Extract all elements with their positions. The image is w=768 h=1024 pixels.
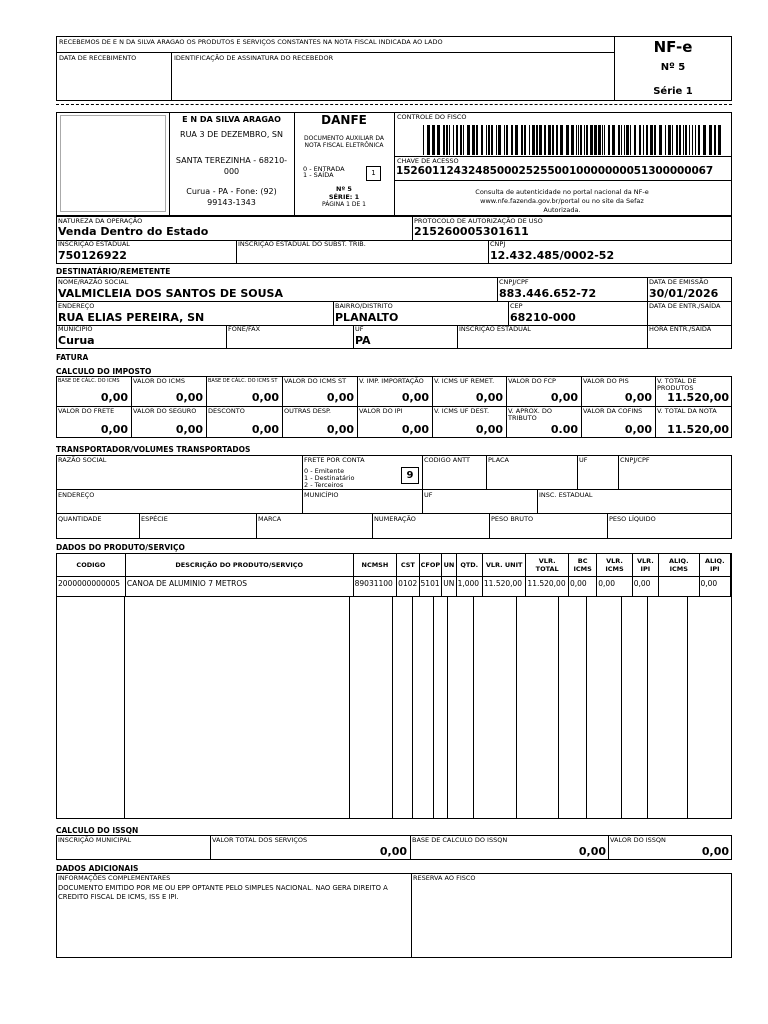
controle-fisco-label: CONTROLE DO FISCO — [397, 113, 467, 121]
logo-placeholder — [60, 115, 166, 212]
data-recebimento-label: DATA DE RECEBIMENTO — [59, 54, 137, 62]
transp-cnpj-label: CNPJ/CPF — [620, 456, 650, 464]
transp-uf-label: UF — [579, 456, 588, 464]
produtos-table — [56, 553, 731, 597]
transportador-box — [56, 455, 732, 539]
barcode-bar — [698, 125, 700, 155]
chave-label: CHAVE DE ACESSO — [397, 157, 459, 165]
imposto-value: 0,00 — [475, 423, 503, 436]
imposto-label: VALOR DA COFINS — [583, 407, 643, 415]
imposto-value: 0,00 — [251, 423, 279, 436]
produto-cell: CANOA DE ALUMINIO 7 METROS — [125, 577, 353, 597]
imposto-label: VALOR DO PIS — [583, 377, 629, 385]
ie-value: 750126922 — [58, 249, 127, 262]
dest-municipio-value: Curua — [58, 334, 95, 347]
barcode-bar — [443, 125, 445, 155]
produto-header: QTD. — [456, 554, 482, 577]
ie-label: INSCRIÇÃO ESTADUAL — [58, 240, 130, 248]
imposto-label: V. APROX. DO TRIBUTO — [508, 407, 553, 422]
imposto-value: 0,00 — [251, 391, 279, 404]
produto-header: DESCRIÇÃO DO PRODUTO/SERVIÇO — [125, 554, 353, 577]
issqn-valor-value: 0,00 — [701, 845, 729, 858]
dest-nome-label: NOME/RAZÃO SOCIAL — [58, 278, 129, 286]
danfe-saida: 1 - SAÍDA — [303, 171, 334, 179]
imposto-value: 0,00 — [475, 391, 503, 404]
danfe-entrada: 0 - ENTRADA — [303, 165, 345, 173]
imposto-value: 0,00 — [100, 391, 128, 404]
imposto-value: 0,00 — [175, 391, 203, 404]
produto-cell: 11.520,00 — [526, 577, 569, 597]
barcode-bar — [481, 125, 483, 155]
barcode-bar — [552, 125, 554, 155]
frete-opt1: 1 - Destinatário — [304, 474, 355, 482]
barcode-bar — [604, 125, 605, 155]
produto-header: CODIGO — [57, 554, 126, 577]
numeracao-label: NUMERAÇÃO — [374, 515, 416, 523]
placa-label: PLACA — [488, 456, 510, 464]
barcode-bar — [621, 125, 622, 155]
barcode-bar — [584, 125, 585, 155]
barcode-bar — [460, 125, 462, 155]
barcode-bar — [476, 125, 478, 155]
issqn-base-label: BASE DE CALCULO DO ISSQN — [412, 836, 508, 844]
barcode-bar — [446, 125, 448, 155]
barcode-bar — [449, 125, 450, 155]
barcode-bar — [486, 125, 487, 155]
barcode-bar — [437, 125, 440, 155]
imposto-value: 0,00 — [624, 423, 652, 436]
dest-cep-value: 68210-000 — [510, 311, 576, 324]
dest-ie-label: INSCRIÇÃO ESTADUAL — [459, 325, 531, 333]
imposto-label: BASE DE CÁLC. DO ICMS ST — [208, 378, 278, 384]
barcode-bar — [665, 125, 666, 155]
dest-bairro-value: PLANALTO — [335, 311, 399, 324]
emitente-nome: E N DA SILVA ARAGAO — [182, 115, 281, 124]
issqn-total-label: VALOR TOTAL DOS SERVIÇOS — [212, 836, 308, 844]
barcode-bar — [506, 125, 508, 155]
imposto-section: CALCULO DO IMPOSTO — [56, 367, 152, 376]
barcode-bar — [630, 125, 631, 155]
barcode-bar — [423, 125, 424, 155]
imposto-label: V. ICMS UF DEST. — [434, 407, 490, 415]
transp-uf2-label: UF — [424, 491, 433, 499]
issqn-im-label: INSCRIÇÃO MUNICIPAL — [58, 836, 132, 844]
barcode-bar — [556, 125, 558, 155]
barcode-bar — [703, 125, 706, 155]
imposto-value: 0,00 — [326, 391, 354, 404]
produto-cell: 0,00 — [632, 577, 658, 597]
danfe-serie: SÉRIE: 1 — [328, 193, 360, 201]
produto-cell: 0,00 — [699, 577, 731, 597]
emitente-endereco: RUA 3 DE DEZEMBRO, SN — [180, 130, 283, 139]
frete-value-box: 9 — [401, 467, 419, 484]
emitente-bairro: SANTA TEREZINHA - 68210-000 — [175, 156, 288, 176]
imposto-value: 11.520,00 — [667, 391, 729, 404]
issqn-section: CALCULO DO ISSQN — [56, 826, 139, 835]
imposto-label: V. TOTAL DA NOTA — [657, 407, 717, 415]
issqn-total-value: 0,00 — [379, 845, 407, 858]
imposto-label: V. ICMS UF REMET. — [434, 377, 495, 385]
barcode-bar — [453, 125, 454, 155]
cnpj-label: CNPJ — [490, 240, 506, 248]
dest-cep-label: CEP — [510, 302, 523, 310]
produto-header: ALIQ. ICMS — [659, 554, 699, 577]
produto-header: VLR. ICMS — [597, 554, 632, 577]
barcode-bar — [539, 125, 542, 155]
imposto-value: 0.00 — [550, 423, 578, 436]
barcode-bar — [560, 125, 563, 155]
nfe-title: NF-e — [653, 38, 693, 56]
produto-cell: 2000000000005 — [57, 577, 126, 597]
barcode-bar — [590, 125, 593, 155]
produto-cell — [659, 577, 699, 597]
imposto-label: VALOR DO SEGURO — [133, 407, 197, 415]
barcode-bar — [566, 125, 569, 155]
barcode-bar — [544, 125, 546, 155]
dest-municipio-label: MUNICÍPIO — [58, 325, 93, 333]
barcode-bar — [427, 125, 430, 155]
barcode-bar — [608, 125, 610, 155]
issqn-base-value: 0,00 — [578, 845, 606, 858]
produto-cell: 11.520,00 — [482, 577, 526, 597]
imposto-value: 0,00 — [326, 423, 354, 436]
barcode-bar — [654, 125, 656, 155]
barcode-bar — [668, 125, 671, 155]
consulta-text: Consulta de autenticidade no portal nacional da NF-e www.nfe.fazenda.gov.br/portal ou no site da Sefaz Autorizada. — [475, 188, 649, 214]
protocolo-label: PROTOCOLO DE AUTORIZAÇÃO DE USO — [414, 217, 543, 225]
danfe-folha: PÁGINA 1 DE 1 — [321, 201, 366, 208]
dest-cnpj-value: 883.446.652-72 — [499, 287, 597, 300]
marca-label: MARCA — [258, 515, 282, 523]
produto-cell: 5101 — [419, 577, 442, 597]
barcode-bar — [515, 125, 518, 155]
barcode-bar — [624, 125, 625, 155]
barcode-bar — [463, 125, 464, 155]
produto-header: CFOP — [419, 554, 442, 577]
danfe-numero: Nº 5 — [336, 185, 352, 193]
dest-cnpj-label: CNPJ/CPF — [499, 278, 529, 286]
imposto-value: 0,00 — [624, 391, 652, 404]
imposto-label: DESCONTO — [208, 407, 245, 415]
dest-uf-value: PA — [355, 334, 371, 347]
barcode-bar — [679, 125, 681, 155]
barcode-bar — [709, 125, 712, 155]
issqn-valor-label: VALOR DO ISSQN — [610, 836, 666, 844]
produto-cell: 0102 — [397, 577, 419, 597]
dest-fone-label: FONE/FAX — [228, 325, 261, 333]
barcode-bar — [714, 125, 716, 155]
barcode-bar — [659, 125, 662, 155]
imposto-label: VALOR DO ICMS ST — [284, 377, 347, 385]
produto-cell: 89031100 — [353, 577, 397, 597]
emitente-cidade: Curua - PA - Fone: (92) 99143-1343 — [186, 187, 277, 207]
barcode-bar — [432, 125, 435, 155]
nfe-serie: Série 1 — [653, 86, 693, 97]
especie-label: ESPÉCIE — [141, 515, 168, 523]
barcode-bar — [598, 125, 601, 155]
barcode-bar — [456, 125, 458, 155]
barcode-bar — [689, 125, 690, 155]
imposto-value: 0,00 — [100, 423, 128, 436]
cut-line — [56, 104, 732, 105]
barcode-bar — [576, 125, 577, 155]
barcode-bar — [472, 125, 475, 155]
dest-uf-label: UF — [355, 325, 364, 333]
barcode-bar — [634, 125, 636, 155]
barcode-bar — [672, 125, 673, 155]
adicionais-section: DADOS ADICIONAIS — [56, 864, 139, 873]
info-text: DOCUMENTO EMITIDO POR ME OU EPP OPTANTE PELO SIMPLES NACIONAL. NAO GERA DIREITO A CREDITO FISCAL DE ICMS, ISS E IPI. — [58, 884, 388, 901]
transp-ie-label: INSC. ESTADUAL — [539, 491, 593, 499]
produto-cell: 1,000 — [456, 577, 482, 597]
barcode-bar — [626, 125, 629, 155]
frete-opt0: 0 - Emitente — [304, 467, 345, 475]
produto-row — [57, 577, 731, 597]
transportador-section: TRANSPORTADOR/VOLUMES TRANSPORTADOS — [56, 445, 251, 454]
destinatario-section: DESTINATÁRIO/REMETENTE — [56, 267, 171, 276]
antt-label: CODIGO ANTT — [424, 456, 470, 464]
chave-acesso: 15260112432485000252550010000000051300000067 — [396, 165, 714, 177]
imposto-label: V. IMP. IMPORTAÇÃO — [359, 377, 424, 385]
imposto-value: 0,00 — [401, 423, 429, 436]
dest-bairro-label: BAIRRO/DISTRITO — [335, 302, 393, 310]
fatura-section: FATURA — [56, 353, 89, 362]
imposto-label: VALOR DO FCP — [508, 377, 556, 385]
dest-nome-value: VALMICLEIA DOS SANTOS DE SOUSA — [58, 287, 283, 300]
barcode-bar — [676, 125, 678, 155]
produto-header: BC ICMS — [568, 554, 596, 577]
barcode-bar — [586, 125, 588, 155]
barcode-bar — [643, 125, 644, 155]
frete-label: FRETE POR CONTA — [304, 456, 365, 464]
danfe-title: DANFE — [321, 113, 367, 127]
barcode-bar — [536, 125, 538, 155]
dest-entrada-label: DATA DE ENTR./SAÍDA — [649, 302, 721, 310]
barcode-bar — [521, 125, 523, 155]
imposto-value: 0,00 — [550, 391, 578, 404]
barcode-bar — [695, 125, 696, 155]
barcode-bar — [650, 125, 653, 155]
imposto-label: V. TOTAL DE PRODUTOS — [657, 377, 697, 392]
produto-cell: 0,00 — [568, 577, 596, 597]
peso-liquido-label: PESO LÍQUIDO — [609, 515, 656, 523]
barcode-bar — [524, 125, 526, 155]
info-label: INFORMAÇÕES COMPLEMENTARES — [58, 874, 171, 882]
protocolo-value: 215260005301611 — [414, 225, 529, 238]
barcode-bar — [491, 125, 493, 155]
produto-header: VLR. IPI — [632, 554, 658, 577]
barcode-bar — [612, 125, 615, 155]
barcode-bar — [529, 125, 530, 155]
produto-header: CST — [397, 554, 419, 577]
produtos-section: DADOS DO PRODUTO/SERVIÇO — [56, 543, 185, 552]
canhoto-statement: RECEBEMOS DE E N DA SILVA ARAGAO OS PRODUTOS E SERVIÇOS CONSTANTES NA NOTA FISCAL INDICADA AO LADO — [59, 38, 443, 46]
dest-hora-label: HORA ENTR./SAÍDA — [649, 325, 712, 333]
barcode-bar — [548, 125, 551, 155]
barcode-bar — [639, 125, 641, 155]
produto-header: VLR. UNIT — [482, 554, 526, 577]
barcode-bar — [594, 125, 597, 155]
imposto-label: OUTRAS DESP. — [284, 407, 331, 415]
transp-razao-label: RAZÃO SOCIAL — [58, 456, 107, 464]
produto-cell: 0,00 — [597, 577, 632, 597]
barcode-bar — [504, 125, 505, 155]
natureza-value: Venda Dentro do Estado — [58, 225, 209, 238]
danfe-subtitle: DOCUMENTO AUXILIAR DA NOTA FISCAL ELETRÔNICA — [304, 135, 384, 149]
barcode-bar — [488, 125, 490, 155]
natureza-label: NATUREZA DA OPERAÇÃO — [58, 217, 143, 225]
reserva-label: RESERVA AO FISCO — [413, 874, 476, 882]
barcode-bar — [602, 125, 603, 155]
barcode-bar — [467, 125, 470, 155]
peso-bruto-label: PESO BRUTO — [491, 515, 534, 523]
imposto-value: 0,00 — [175, 423, 203, 436]
imposto-label: VALOR DO IPI — [359, 407, 403, 415]
emissao-label: DATA DE EMISSÃO — [649, 278, 709, 286]
barcode-bar — [683, 125, 684, 155]
transp-municipio-label: MUNICÍPIO — [304, 491, 339, 499]
barcode-bar — [685, 125, 687, 155]
emissao-value: 30/01/2026 — [649, 287, 719, 300]
dest-endereco-label: ENDEREÇO — [58, 302, 95, 310]
danfe-tipo-box: 1 — [366, 166, 381, 181]
barcode-bar — [496, 125, 497, 155]
produto-header: UN — [442, 554, 456, 577]
transp-endereco-label: ENDEREÇO — [58, 491, 95, 499]
imposto-value: 0,00 — [401, 391, 429, 404]
imposto-value: 11.520,00 — [667, 423, 729, 436]
barcode-bar — [571, 125, 574, 155]
produto-header: VLR. TOTAL — [526, 554, 569, 577]
barcode-bar — [718, 125, 721, 155]
barcode-bar — [498, 125, 501, 155]
produto-cell: UN — [442, 577, 456, 597]
barcode-bar — [618, 125, 620, 155]
quantidade-label: QUANTIDADE — [58, 515, 102, 523]
nfe-numero: Nº 5 — [660, 62, 686, 73]
imposto-label: VALOR DO FRETE — [58, 407, 115, 415]
produto-header: NCMSH — [353, 554, 397, 577]
imposto-label: VALOR DO ICMS — [133, 377, 185, 385]
cnpj-value: 12.432.485/0002-52 — [490, 249, 615, 262]
imposto-label: BASE DE CÁLC. DO ICMS — [58, 378, 120, 384]
identificacao-label: IDENTIFICAÇÃO DE ASSINATURA DO RECEBEDOR — [174, 54, 334, 62]
dest-endereco-value: RUA ELIAS PEREIRA, SN — [58, 311, 205, 324]
ie-st-label: INSCRIÇÃO ESTADUAL DO SUBST. TRIB. — [238, 240, 366, 248]
frete-opt2: 2 - Terceiros — [304, 481, 344, 489]
barcode-bar — [692, 125, 693, 155]
produto-header: ALIQ. IPI — [699, 554, 731, 577]
barcode-bar — [578, 125, 579, 155]
barcode-bar — [580, 125, 582, 155]
barcode-bar — [532, 125, 535, 155]
barcode — [423, 125, 723, 155]
barcode-bar — [511, 125, 513, 155]
barcode-bar — [646, 125, 648, 155]
